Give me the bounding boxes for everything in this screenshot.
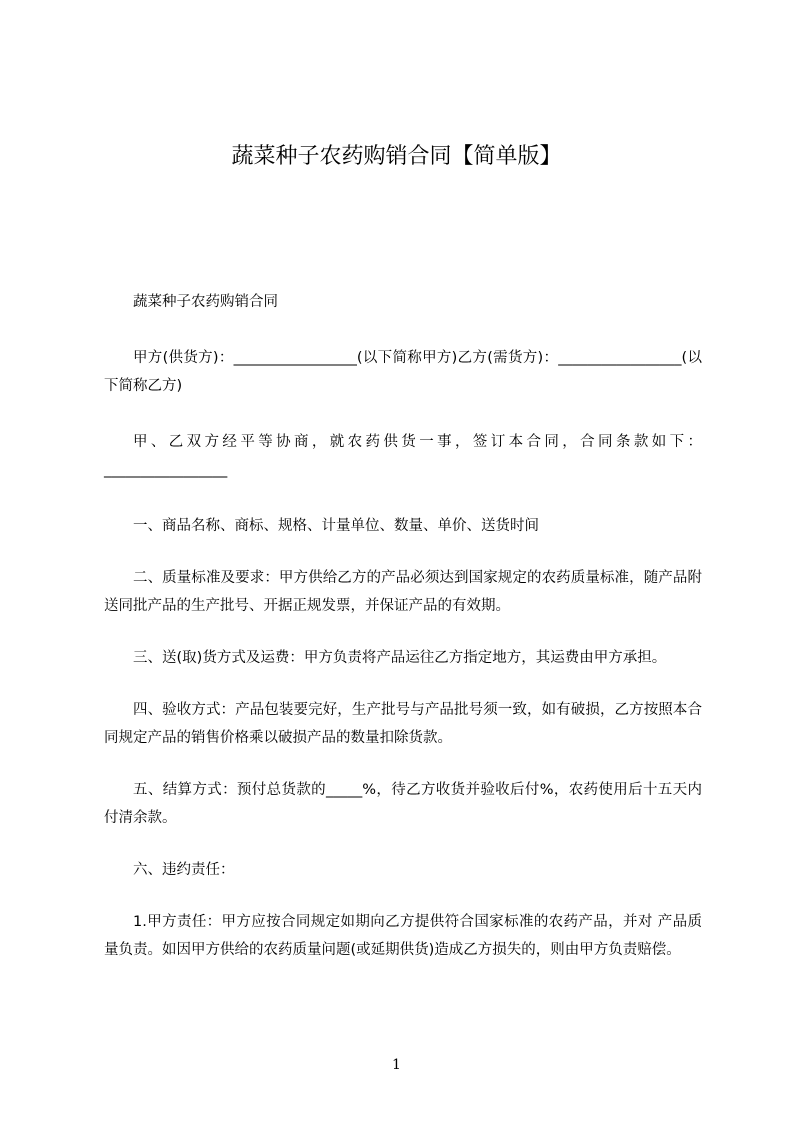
page-number: 1 [392, 1057, 401, 1073]
clause-6-1: 1.甲方责任：甲方应按合同规定如期向乙方提供符合国家标准的农药产品，并对 产品质量负责。如因甲方供给的农药质量问题(或延期供货)造成乙方损失的，则由甲方负责赔偿。 [104, 914, 702, 958]
clause-4: 四、验收方式：产品包装要完好，生产批号与产品批号须一致，如有破损，乙方按照本合同规定产品的销售价格乘以破损产品的数量扣除货款。 [104, 702, 702, 746]
clause-1: 一、商品名称、商标、规格、计量单位、数量、单价、送货时间 [133, 518, 539, 534]
contract-name: 蔬菜种子农药购销合同 [133, 294, 278, 310]
preamble-clause: 甲、乙双方经平等协商，就农药供货一事，签订本合同，合同条款如下：_________________ [104, 434, 702, 478]
clause-6: 六、违约责任： [133, 862, 235, 878]
document-body [104, 288, 702, 964]
document-title: 蔬菜种子农药购销合同【简单版】 [231, 144, 562, 169]
parties-clause: 甲方(供货方)：_________________(以下简称甲方)乙方(需货方)：_________________(以下简称乙方) [104, 350, 702, 394]
clause-3: 三、送(取)货方式及运费：甲方负责将产品运往乙方指定地方，其运费由甲方承担。 [133, 650, 667, 666]
clause-5: 五、结算方式：预付总货款的_____%，待乙方收货并验收后付%，农药使用后十五天内付清余款。 [104, 782, 702, 826]
clause-2: 二、质量标准及要求：甲方供给乙方的产品必须达到国家规定的农药质量标准，随产品附送同批产品的生产批号、开据正规发票，并保证产品的有效期。 [104, 570, 702, 614]
